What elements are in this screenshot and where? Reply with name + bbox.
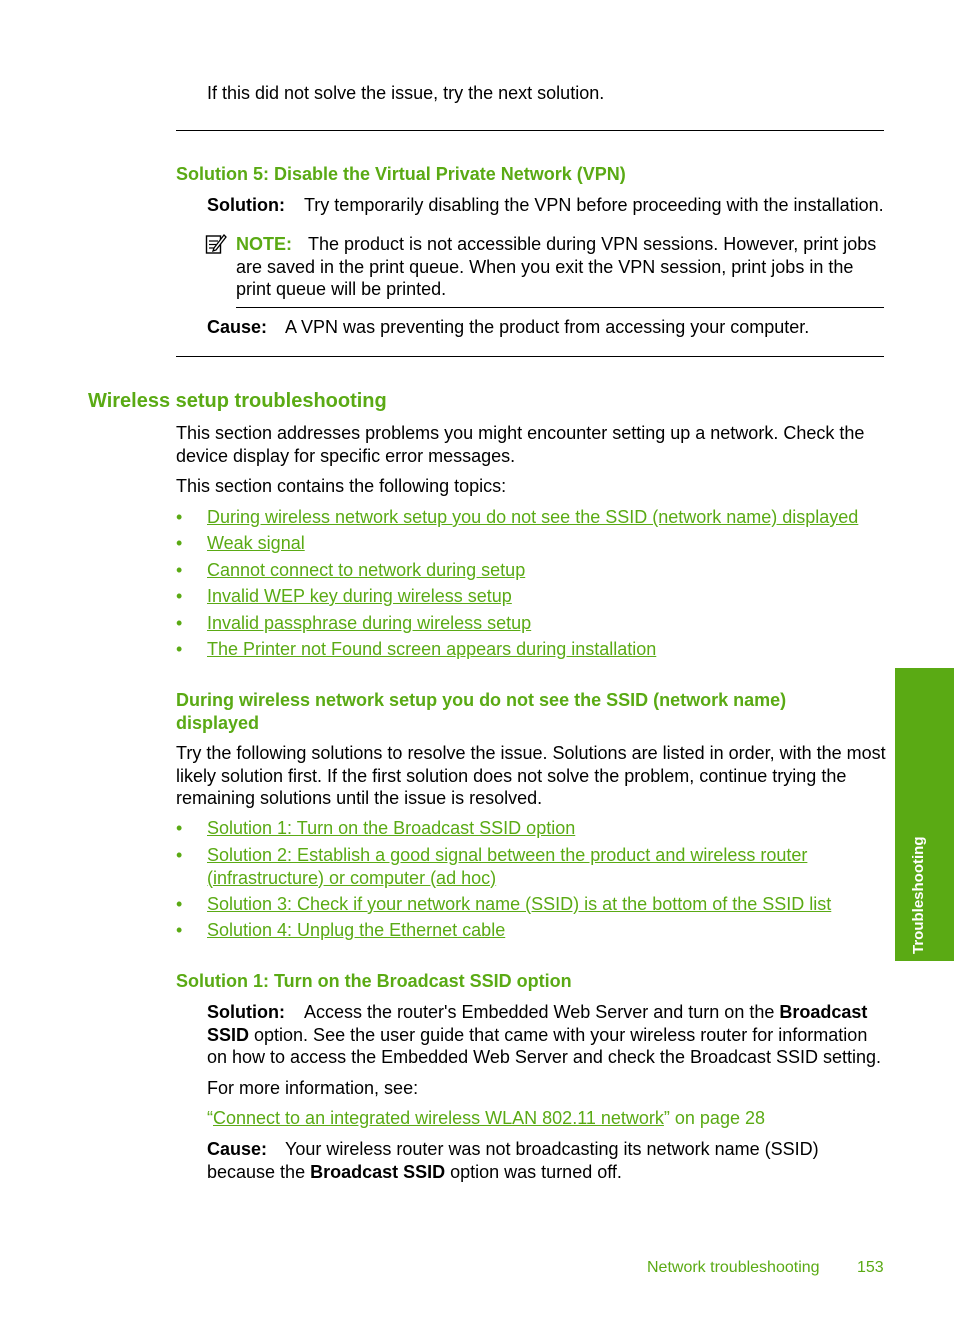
solution-text: Access the router's Embedded Web Server and turn on the <box>303 1002 780 1022</box>
link-line[interactable]: (infrastructure) or computer (ad hoc) <box>207 867 497 888</box>
topic-link-cannot-connect[interactable]: Cannot connect to network during setup <box>207 560 526 580</box>
solution-link-4[interactable]: Solution 4: Unplug the Ethernet cable <box>207 920 506 940</box>
para-line: device display for specific error messages. <box>176 445 516 466</box>
topic-link-printer-not-found[interactable]: The Printer not Found screen appears during installation <box>207 639 657 659</box>
bullet: • <box>176 894 183 914</box>
cause-text: option was turned off. <box>445 1161 622 1182</box>
para-line: Try the following solutions to resolve the issue. Solutions are listed in order, with the most <box>176 743 886 763</box>
note-divider <box>236 307 884 308</box>
wireless-heading: Wireless setup troubleshooting <box>88 390 387 412</box>
note-line-2: are saved in the print queue. When you exit the VPN session, print jobs in the <box>236 256 854 277</box>
section-divider <box>176 356 884 357</box>
solution-label: Solution: <box>207 195 285 215</box>
page-number: 153 <box>857 1259 884 1276</box>
topic-link-invalid-passphrase[interactable]: Invalid passphrase during wireless setup <box>207 613 532 633</box>
bullet: • <box>176 613 183 633</box>
vpn-cause <box>207 316 809 339</box>
ssid-para <box>176 742 886 810</box>
para-line: likely solution first. If the first solution does not solve the problem, continue trying the <box>176 765 847 786</box>
heading-line: During wireless network setup you do not see the SSID (network name) <box>176 690 787 710</box>
wireless-para-1 <box>176 422 864 467</box>
topic-link-invalid-wep[interactable]: Invalid WEP key during wireless setup <box>207 586 512 606</box>
vpn-heading: Solution 5: Disable the Virtual Private Network (VPN) <box>176 164 626 184</box>
footer-section: Network troubleshooting <box>647 1259 820 1276</box>
vpn-solution <box>207 194 884 217</box>
bullet: • <box>176 507 183 527</box>
reference-link[interactable] <box>207 1107 765 1130</box>
cause-text: A VPN was preventing the product from accessing your computer. <box>285 317 810 337</box>
para-line: This section addresses problems you might encounter setting up a network. Check the <box>176 423 865 443</box>
bold-text: SSID <box>207 1024 250 1045</box>
sidebar-label: Troubleshooting <box>910 836 927 954</box>
note-line-1: The product is not accessible during VPN sessions. However, print jobs <box>308 234 877 254</box>
heading-line: displayed <box>176 712 260 733</box>
bullet: • <box>176 639 183 659</box>
bullet: • <box>176 586 183 606</box>
ssid-heading <box>176 689 786 734</box>
quote: “ <box>207 1108 213 1128</box>
solution-text: on how to access the Embedded Web Server and check the Broadcast SSID setting. <box>207 1047 882 1067</box>
solution-label: Solution: <box>207 1002 285 1022</box>
solution-link-3[interactable]: Solution 3: Check if your network name (SSID) is at the bottom of the SSID list <box>207 894 832 914</box>
reference-link-text[interactable]: Connect to an integrated wireless WLAN 802.11 network <box>213 1108 664 1128</box>
bullet: • <box>176 845 183 865</box>
topic-link-ssid[interactable]: During wireless network setup you do not see the SSID (network name) displayed <box>207 507 859 527</box>
intro-text: If this did not solve the issue, try the next solution. <box>207 83 605 103</box>
section-divider <box>176 130 884 131</box>
sol1-cause <box>207 1138 819 1183</box>
note-label: NOTE: <box>236 234 292 254</box>
solution-link-2[interactable] <box>207 844 807 889</box>
solution-text: option. See the user guide that came with your wireless router for information <box>249 1024 868 1045</box>
more-info: For more information, see: <box>207 1078 419 1098</box>
sol1-heading: Solution 1: Turn on the Broadcast SSID option <box>176 971 572 991</box>
topic-link-weak-signal[interactable]: Weak signal <box>207 533 305 553</box>
cause-text: Your wireless router was not broadcasting its network name (SSID) <box>285 1139 819 1159</box>
bullet: • <box>176 533 183 553</box>
note-line-3: print queue will be printed. <box>236 279 447 299</box>
solution-text: Try temporarily disabling the VPN before proceeding with the installation. <box>303 195 884 215</box>
reference-page: ” on page 28 <box>663 1108 765 1128</box>
vpn-note <box>236 233 896 301</box>
cause-text: because the <box>207 1161 311 1182</box>
bullet: • <box>176 920 183 940</box>
wireless-para-2: This section contains the following topics: <box>176 476 507 496</box>
solution-link-1[interactable]: Solution 1: Turn on the Broadcast SSID option <box>207 818 576 838</box>
link-line[interactable]: Solution 2: Establish a good signal between the product and wireless router <box>207 845 808 865</box>
para-line: remaining solutions until the issue is resolved. <box>176 788 543 808</box>
sol1-solution <box>207 1001 897 1069</box>
cause-label: Cause: <box>207 1139 268 1159</box>
bullet: • <box>176 818 183 838</box>
bullet: • <box>176 560 183 580</box>
bold-text: Broadcast SSID <box>310 1161 446 1182</box>
bold-text: Broadcast <box>779 1002 868 1022</box>
note-icon <box>205 233 227 257</box>
cause-label: Cause: <box>207 317 268 337</box>
